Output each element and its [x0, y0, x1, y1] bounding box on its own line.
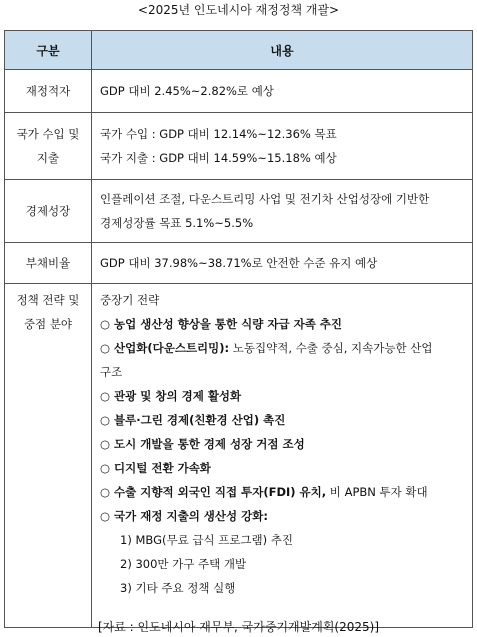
- row-label-strategy: [5, 284, 92, 628]
- row-value-deficit: GDP 대비 2.45%~2.82%로 예상: [92, 70, 473, 113]
- table-row: [5, 113, 473, 180]
- expenditure-line: 국가 지출 : GDP 대비 14.59%~15.18% 예상: [100, 151, 337, 165]
- policy-table: [4, 30, 473, 628]
- row-value-debt: GDP 대비 37.98%~38.71%로 안전한 수준 유지 예상: [92, 243, 473, 284]
- strategy-item: ○ 국가 재정 지출의 생산성 강화:: [100, 509, 268, 523]
- strategy-item: ○ 수출 지향적 외국인 직접 투자(FDI) 유치, 비 APBN 투자 확대: [100, 485, 428, 499]
- strategy-intro: 중장기 전략: [100, 293, 160, 307]
- strategy-item: ○ 도시 개발을 통한 경제 성장 거점 조성: [100, 437, 305, 451]
- header-category: 구분: [5, 31, 92, 70]
- table-row: [5, 70, 473, 113]
- strategy-subitem: 1) MBG(무료 급식 프로그램) 추진: [120, 533, 294, 547]
- growth-line: 경제성장률 목표 5.1%~5.5%: [100, 216, 254, 230]
- growth-line: 인플레이션 조절, 다운스트리밍 사업 및 전기차 산업성장에 기반한: [100, 192, 430, 206]
- row-value-growth: [92, 180, 473, 243]
- row-label-debt: 부채비율: [5, 243, 92, 284]
- strategy-item-continued: 구조: [100, 365, 123, 379]
- row-value-strategy: [92, 284, 473, 628]
- header-content: 내용: [92, 31, 473, 70]
- label-line: 중점 분야: [23, 317, 73, 331]
- revenue-line: 국가 수입 : GDP 대비 12.14%~12.36% 목표: [100, 127, 337, 141]
- source-note: [자료 : 인도네시아 재무부, 국가중기개발계획(2025)]: [97, 620, 380, 634]
- table-row: [5, 243, 473, 284]
- label-line: 지출: [36, 151, 60, 165]
- strategy-subitem: 2) 300만 가구 주택 개발: [120, 557, 247, 571]
- label-line: 국가 수입 및: [16, 127, 80, 141]
- label-line: 정책 전략 및: [16, 293, 80, 307]
- strategy-item: ○ 디지털 전환 가속화: [100, 461, 211, 475]
- row-label-deficit: 재정적자: [5, 70, 92, 113]
- strategy-subitem: 3) 기타 주요 정책 실행: [120, 581, 236, 595]
- strategy-item: ○ 산업화(다운스트리밍): 노동집약적, 수출 중심, 지속가능한 산업: [100, 341, 433, 355]
- strategy-item: ○ 블루·그린 경제(친환경 산업) 촉진: [100, 413, 286, 427]
- table-header-row: [5, 31, 473, 70]
- table-row: [5, 284, 473, 628]
- row-label-growth: 경제성장: [5, 180, 92, 243]
- table-row: [5, 180, 473, 243]
- strategy-item: ○ 농업 생산성 향상을 통한 식량 자급 자족 추진: [100, 317, 343, 331]
- row-value-revexp: [92, 113, 473, 180]
- table-title: <2025년 인도네시아 재정정책 개괄>: [137, 3, 340, 17]
- row-label-revexp: [5, 113, 92, 180]
- strategy-item: ○ 관광 및 창의 경제 활성화: [100, 389, 242, 403]
